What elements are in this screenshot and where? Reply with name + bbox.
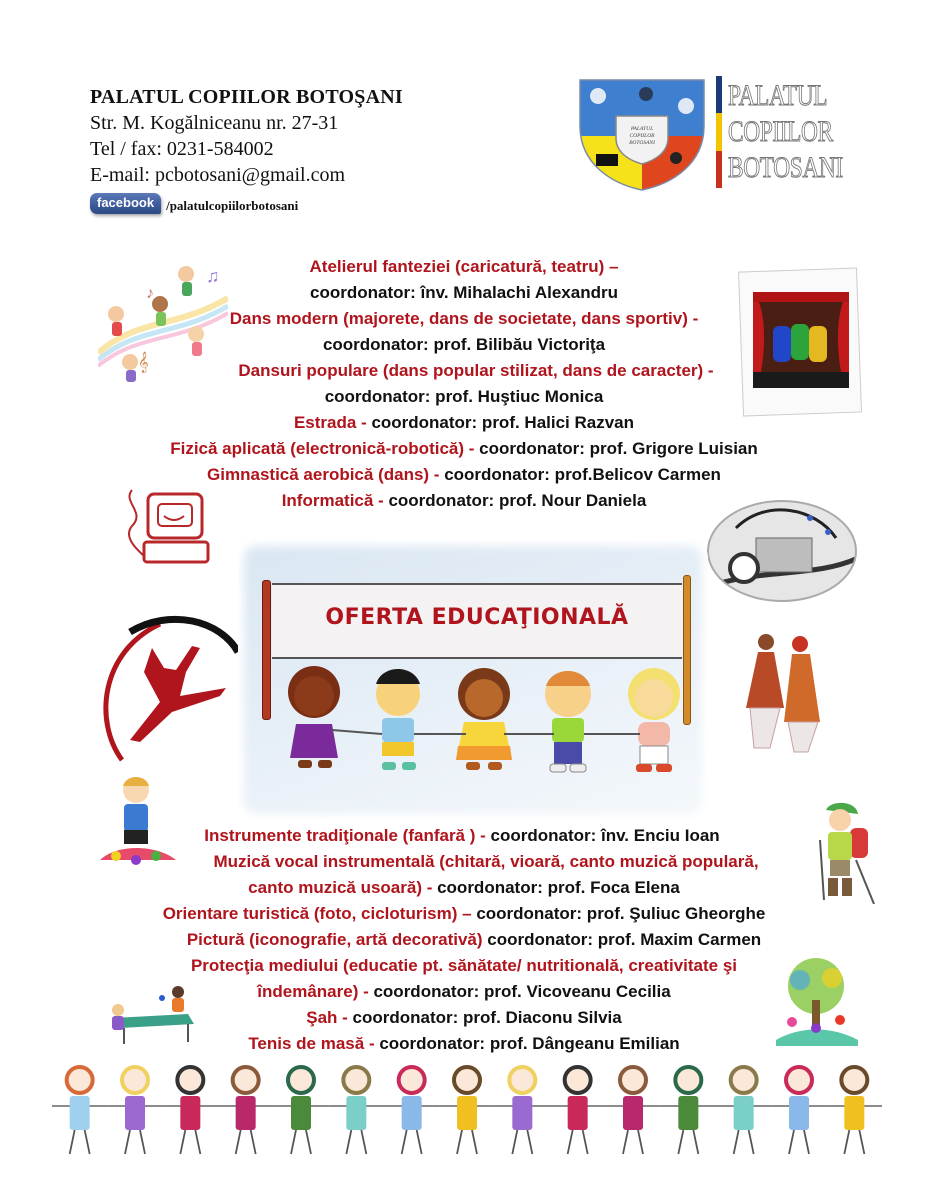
border-child-figure: [605, 1067, 660, 1154]
coordinator: coordonator: prof. Dângeanu Emilian: [379, 1034, 680, 1053]
border-child-figure: [771, 1067, 826, 1154]
flag-yellow: [716, 113, 722, 150]
course-line: [0, 332, 928, 358]
activity-name: Orientare turistică (foto, cicloturism) –: [162, 904, 477, 923]
coordinator: coordonator: prof. Diaconu Silvia: [352, 1008, 622, 1027]
coordinator: coordonator: înv. Mihalachi Alexandru: [310, 283, 618, 302]
activity-name: îndemânare) -: [257, 982, 374, 1001]
robotics-car-photo: [706, 498, 858, 604]
logo-text-line: PALATUL: [728, 79, 828, 112]
course-line: [0, 436, 928, 462]
coordinator: coordonator: prof. Vicoveanu Cecilia: [373, 982, 671, 1001]
course-line: [0, 901, 928, 927]
border-child-figure: [827, 1067, 882, 1154]
course-line: [0, 1005, 928, 1031]
phone: Tel / fax: 0231-584002: [90, 138, 274, 160]
flag-red: [716, 151, 722, 188]
logo-text-line: COPIILOR: [728, 115, 833, 148]
logo-shield-text: PALATUL: [630, 126, 654, 132]
activity-name: Muzică vocal instrumentală (chitară, vioară, canto muzică populară,: [213, 852, 759, 871]
address: Str. M. Kogălniceanu nr. 27-31: [90, 112, 339, 134]
border-child-figure: [384, 1067, 439, 1154]
course-line: [0, 953, 928, 979]
svg-text:BOTOSANI: BOTOSANI: [629, 140, 655, 146]
course-line: [22, 849, 928, 875]
coordinator: coordonator: prof. Grigore Luisian: [479, 439, 758, 458]
activity-name: Protecţia mediului (educatie pt. sănătate/ nutritională, creativitate şi: [190, 956, 738, 975]
svg-text:COPIILOR: COPIILOR: [629, 133, 655, 139]
coordinator: coordonator: prof. Nour Daniela: [388, 491, 647, 510]
course-line: [0, 280, 928, 306]
activity-name: Dans modern (majorete, dans de societate, dans sportiv) -: [229, 309, 699, 328]
activity-name: Şah -: [306, 1008, 353, 1027]
children-holding-hands-border: [52, 1062, 882, 1162]
activity-name: Dansuri populare (dans popular stilizat, dans de caracter) -: [238, 361, 714, 380]
svg-text:𝄞: 𝄞: [138, 352, 149, 372]
flag-bar: [716, 76, 722, 188]
activity-name: Informatică -: [281, 491, 389, 510]
border-child-figure: [661, 1067, 716, 1154]
computer-sketch-illustration: [118, 482, 214, 572]
coordinator: coordonator: prof. Foca Elena: [437, 878, 680, 897]
course-line: [12, 358, 928, 384]
border-child-figure: [218, 1067, 273, 1154]
course-line: [0, 384, 928, 410]
border-child-figure: [52, 1067, 107, 1154]
activity-name: Estrada -: [293, 413, 372, 432]
coordinator: coordonator: prof. Bilibău Victoriţa: [322, 335, 606, 354]
coordinator: coordonator: înv. Enciu Ioan: [490, 826, 720, 845]
gymnast-logo-icon: [100, 612, 240, 762]
banner-title: OFERTA EDUCAŢIONALĂ: [325, 605, 629, 630]
activity-name: Gimnastică aerobică (dans) -: [207, 465, 445, 484]
children-holding-banner-illustration: [262, 664, 702, 780]
flag-blue: [716, 76, 722, 113]
course-line: [0, 1031, 928, 1057]
organization-name: PALATUL COPIILOR BOTOŞANI: [90, 86, 403, 108]
activity-name: Pictură (iconografie, artă decorativă): [186, 930, 488, 949]
course-list-bottom: [0, 823, 928, 1057]
activity-name: Instrumente tradiţionale (fanfară ) -: [204, 826, 491, 845]
contact-block: [90, 84, 403, 214]
facebook-icon[interactable]: facebook: [90, 193, 161, 214]
border-child-figure: [329, 1067, 384, 1154]
logo-text: [728, 78, 843, 186]
svg-text:♪: ♪: [146, 285, 154, 302]
coordinator: coordonator: prof. Huştiuc Monica: [324, 387, 604, 406]
coordinator: coordonator: prof. Halici Razvan: [371, 413, 635, 432]
border-child-figure: [107, 1067, 162, 1154]
activity-name: Atelierul fanteziei (caricatură, teatru) –: [309, 257, 619, 276]
border-child-figure: [439, 1067, 494, 1154]
email[interactable]: E-mail: pcbotosani@gmail.com: [90, 164, 346, 186]
course-line: [10, 927, 928, 953]
course-line: [0, 823, 926, 849]
logo-text-line: BOTOSANI: [728, 151, 843, 184]
border-child-figure: [716, 1067, 771, 1154]
coordinator: coordonator: prof. Maxim Carmen: [487, 930, 762, 949]
facebook-handle[interactable]: /palatulcopiilorbotosani: [166, 198, 299, 213]
activity-name: Fizică aplicată (electronică-robotică) -: [170, 439, 480, 458]
border-child-figure: [163, 1067, 218, 1154]
coordinator: coordonator: prof.Belicov Carmen: [444, 465, 721, 484]
course-list-top: [0, 254, 928, 514]
course-line: [0, 254, 928, 280]
border-child-figure: [495, 1067, 550, 1154]
border-child-figure: [273, 1067, 328, 1154]
folk-dancers-illustration: [740, 628, 830, 756]
course-line: [0, 306, 928, 332]
coordinator: coordonator: prof. Şuliuc Gheorghe: [476, 904, 766, 923]
course-line: [0, 410, 928, 436]
activity-name: Tenis de masă -: [248, 1034, 380, 1053]
course-line: [0, 979, 928, 1005]
logo-shield-icon: [576, 76, 708, 192]
activity-name: canto muzică usoară) -: [248, 878, 438, 897]
svg-text:♫: ♫: [206, 266, 220, 286]
border-child-figure: [550, 1067, 605, 1154]
course-line: [0, 875, 928, 901]
facebook-link[interactable]: [90, 188, 403, 214]
